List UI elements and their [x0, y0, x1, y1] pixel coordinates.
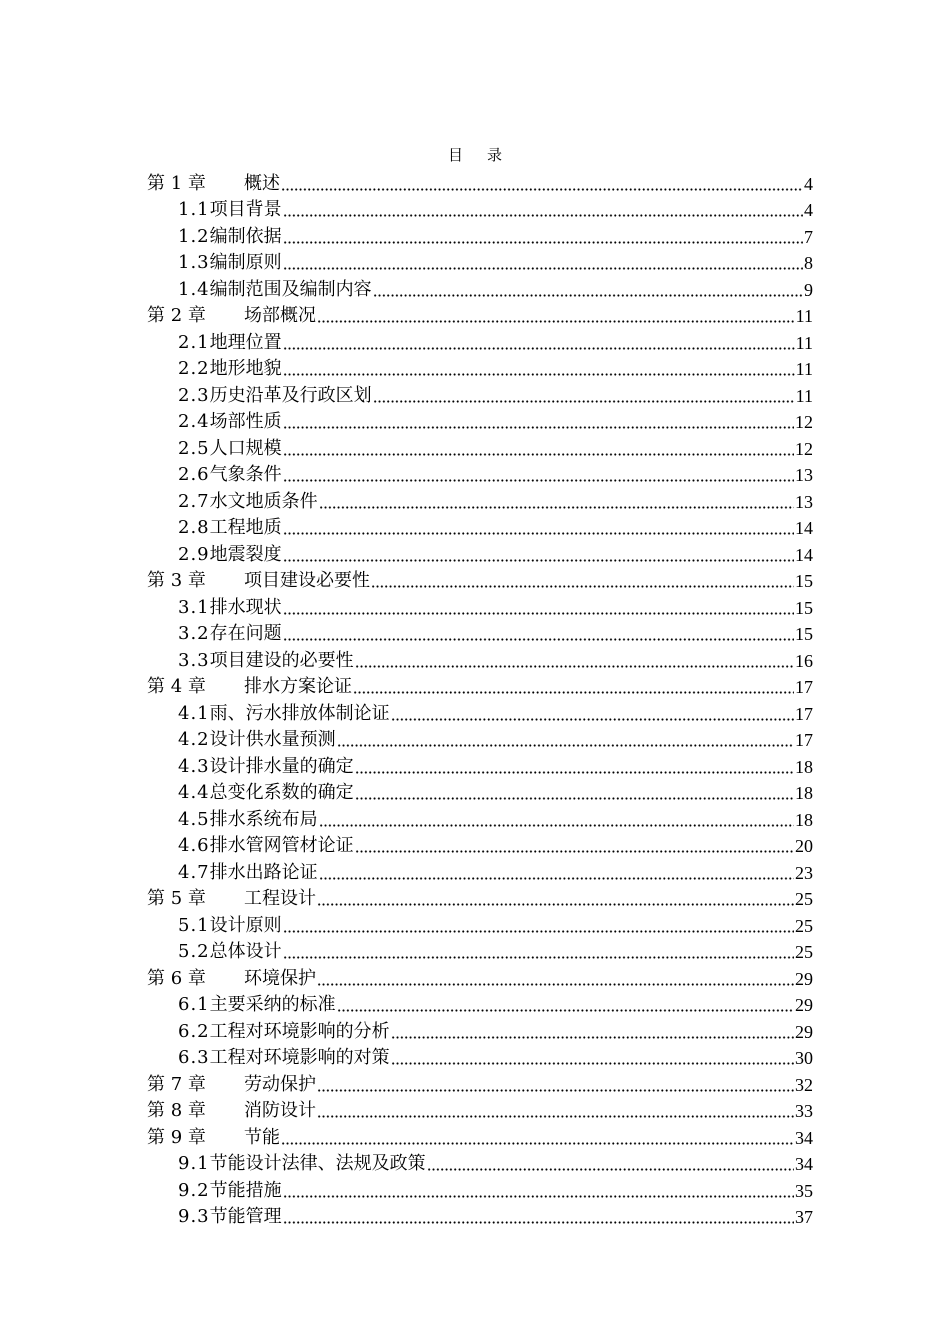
toc-entry-page-number: 15: [795, 571, 813, 591]
toc-entry-number: 第 8 章: [147, 1100, 206, 1121]
toc-entry-number: 4.4: [178, 782, 210, 803]
toc-entry-label: 消防设计: [244, 1100, 316, 1121]
toc-entry-number: 第 7 章: [147, 1073, 206, 1095]
toc-section-entry[interactable]: [147, 1202, 813, 1229]
toc-entry-label: 环境保护: [244, 967, 316, 989]
toc-entry-page-number: 18: [795, 783, 813, 803]
dot-leader: [283, 347, 795, 350]
toc-chapter-entry[interactable]: [147, 1069, 813, 1096]
toc-entry-number: 3.2: [178, 623, 210, 644]
toc-entry-label: 项目建设的必要性: [209, 649, 354, 671]
toc-entry-number: 4.5: [178, 808, 210, 830]
toc-entry-number: 6.3: [178, 1047, 210, 1068]
toc-entry-label: 排水出路论证: [209, 861, 318, 883]
toc-entry-page-number: 7: [804, 226, 813, 247]
toc-chapter-entry[interactable]: [147, 566, 813, 593]
toc-entry-page-number: 14: [795, 544, 813, 565]
toc-entry-number: 6.2: [178, 1020, 210, 1042]
toc-entry-number: 9.2: [178, 1179, 210, 1201]
dot-leader: [391, 1036, 794, 1039]
toc-entry-page-number: 4: [804, 200, 813, 220]
toc-entry-page-number: 12: [795, 412, 813, 432]
toc-section-entry[interactable]: [147, 804, 813, 831]
toc-entry-page-number: 37: [795, 1207, 813, 1227]
toc-entry-label: 项目建设必要性: [244, 570, 370, 591]
toc-section-entry[interactable]: [147, 698, 813, 725]
toc-entry-number: 1.4: [178, 278, 210, 300]
toc-entry-label: 排水方案论证: [244, 676, 352, 697]
toc-entry-label: 节能设计法律、法规及政策: [209, 1153, 426, 1174]
toc-entry-number: 4.3: [178, 755, 210, 777]
dot-leader: [319, 877, 794, 880]
toc-entry-number: 2.6: [178, 464, 210, 485]
toc-entry-label: 主要采纳的标准: [209, 994, 336, 1015]
toc-chapter-entry[interactable]: [147, 1122, 813, 1149]
toc-entry-label: 节能: [244, 1126, 280, 1148]
toc-section-entry[interactable]: [147, 619, 813, 646]
toc-entry-page-number: 29: [795, 995, 813, 1015]
toc-entry-page-number: 34: [795, 1127, 813, 1148]
toc-entry-label: 排水系统布局: [209, 808, 318, 830]
toc-section-entry[interactable]: [147, 1149, 813, 1176]
dot-leader: [317, 1115, 794, 1118]
dot-leader: [317, 983, 794, 986]
toc-entry-page-number: 11: [795, 332, 813, 353]
toc-entry-label: 工程地质: [209, 517, 282, 538]
toc-section-entry[interactable]: [147, 486, 813, 513]
toc-entry-label: 雨、污水排放体制论证: [209, 702, 390, 724]
toc-section-entry[interactable]: [147, 990, 813, 1017]
toc-entry-number: 1.2: [178, 225, 210, 247]
dot-leader: [337, 1009, 794, 1012]
toc-entry-number: 第 6 章: [147, 967, 206, 989]
toc-entry-page-number: 18: [795, 809, 813, 830]
dot-leader: [283, 453, 794, 456]
toc-entry-page-number: 25: [795, 889, 813, 909]
toc-entry-number: 4.2: [178, 729, 210, 750]
toc-entry-label: 气象条件: [209, 464, 282, 485]
toc-entry-page-number: 11: [795, 385, 813, 406]
toc-entry-label: 概述: [244, 172, 280, 194]
dot-leader: [391, 718, 794, 721]
toc-section-entry[interactable]: [147, 513, 813, 540]
dot-leader: [317, 320, 795, 323]
toc-entry-number: 4.6: [178, 835, 210, 856]
toc-entry-page-number: 17: [795, 730, 813, 750]
toc-entry-page-number: 25: [795, 942, 813, 962]
table-of-contents: [147, 168, 813, 1228]
toc-entry-label: 编制依据: [209, 225, 282, 247]
toc-section-entry[interactable]: [147, 539, 813, 566]
toc-section-entry[interactable]: [147, 937, 813, 964]
toc-entry-number: 2.7: [178, 490, 210, 512]
dot-leader: [281, 188, 803, 191]
toc-entry-number: 6.1: [178, 994, 210, 1015]
dot-leader: [283, 373, 795, 376]
dot-leader: [355, 665, 794, 668]
toc-entry-label: 历史沿革及行政区划: [209, 384, 372, 406]
toc-title-part2: 录: [487, 146, 503, 164]
dot-leader: [319, 824, 794, 827]
toc-chapter-entry[interactable]: [147, 672, 813, 699]
toc-section-entry[interactable]: [147, 831, 813, 858]
toc-section-entry[interactable]: [147, 407, 813, 434]
dot-leader: [391, 1062, 794, 1065]
dot-leader: [283, 1221, 794, 1224]
dot-leader: [283, 532, 794, 535]
dot-leader: [355, 850, 794, 853]
toc-title-part1: 目: [447, 146, 463, 164]
dot-leader: [371, 585, 794, 588]
toc-section-entry[interactable]: [147, 645, 813, 672]
toc-section-entry[interactable]: [147, 1043, 813, 1070]
toc-section-entry[interactable]: [147, 274, 813, 301]
toc-entry-number: 4.7: [178, 861, 210, 883]
toc-title: [0, 144, 950, 165]
toc-section-entry[interactable]: [147, 195, 813, 222]
toc-entry-page-number: 13: [795, 465, 813, 485]
toc-section-entry[interactable]: [147, 857, 813, 884]
dot-leader: [283, 267, 803, 270]
toc-entry-number: 2.9: [178, 543, 210, 565]
toc-entry-number: 第 4 章: [147, 676, 206, 697]
toc-entry-label: 场部概况: [244, 305, 316, 326]
toc-entry-number: 2.1: [178, 331, 210, 353]
toc-entry-number: 2.5: [178, 437, 210, 459]
dot-leader: [283, 426, 794, 429]
toc-section-entry[interactable]: [147, 751, 813, 778]
toc-section-entry[interactable]: [147, 1175, 813, 1202]
dot-leader: [283, 479, 794, 482]
toc-section-entry[interactable]: [147, 380, 813, 407]
toc-entry-page-number: 15: [795, 597, 813, 618]
dot-leader: [281, 1142, 794, 1145]
toc-entry-page-number: 12: [795, 438, 813, 459]
toc-entry-number: 第 2 章: [147, 305, 206, 326]
toc-entry-label: 编制范围及编制内容: [209, 278, 372, 300]
toc-section-entry[interactable]: [147, 433, 813, 460]
toc-section-entry[interactable]: [147, 910, 813, 937]
toc-entry-number: 2.4: [178, 411, 210, 432]
toc-entry-number: 2.2: [178, 358, 210, 379]
toc-entry-number: 2.3: [178, 384, 210, 406]
toc-entry-page-number: 33: [795, 1101, 813, 1121]
toc-entry-label: 节能管理: [209, 1206, 282, 1227]
toc-chapter-entry[interactable]: [147, 884, 813, 911]
dot-leader: [353, 691, 794, 694]
toc-section-entry[interactable]: [147, 354, 813, 381]
toc-entry-page-number: 9: [804, 279, 813, 300]
toc-entry-number: 4.1: [178, 702, 210, 724]
toc-entry-page-number: 34: [795, 1154, 813, 1174]
toc-entry-number: 第 3 章: [147, 570, 206, 591]
toc-section-entry[interactable]: [147, 221, 813, 248]
toc-entry-label: 场部性质: [209, 411, 282, 432]
toc-entry-label: 地形地貌: [209, 358, 282, 379]
dot-leader: [337, 744, 794, 747]
dot-leader: [373, 294, 803, 297]
toc-entry-label: 总体设计: [209, 941, 282, 962]
dot-leader: [319, 506, 794, 509]
toc-entry-label: 设计排水量的确定: [209, 755, 354, 777]
toc-entry-number: 2.8: [178, 517, 210, 538]
toc-section-entry[interactable]: [147, 327, 813, 354]
toc-entry-label: 节能措施: [209, 1179, 282, 1201]
dot-leader: [283, 241, 803, 244]
toc-chapter-entry[interactable]: [147, 1096, 813, 1123]
dot-leader: [283, 1195, 794, 1198]
toc-section-entry[interactable]: [147, 248, 813, 275]
toc-entry-page-number: 11: [795, 359, 813, 379]
toc-entry-page-number: 14: [795, 518, 813, 538]
toc-entry-page-number: 29: [795, 1021, 813, 1042]
toc-entry-page-number: 17: [795, 703, 813, 724]
toc-entry-page-number: 16: [795, 650, 813, 671]
dot-leader: [427, 1168, 794, 1171]
toc-section-entry[interactable]: [147, 592, 813, 619]
toc-entry-number: 3.3: [178, 649, 210, 671]
toc-entry-page-number: 8: [804, 253, 813, 273]
toc-entry-label: 项目背景: [209, 199, 282, 220]
toc-entry-page-number: 32: [795, 1074, 813, 1095]
toc-section-entry[interactable]: [147, 778, 813, 805]
dot-leader: [283, 930, 794, 933]
toc-entry-number: 第 9 章: [147, 1126, 206, 1148]
dot-leader: [317, 1089, 794, 1092]
toc-entry-label: 编制原则: [209, 252, 282, 273]
toc-entry-page-number: 13: [795, 491, 813, 512]
toc-chapter-entry[interactable]: [147, 168, 813, 195]
toc-section-entry[interactable]: [147, 1016, 813, 1043]
toc-entry-label: 存在问题: [209, 623, 282, 644]
toc-entry-page-number: 29: [795, 968, 813, 989]
toc-section-entry[interactable]: [147, 725, 813, 752]
toc-entry-number: 5.2: [178, 941, 210, 962]
toc-entry-label: 人口规模: [209, 437, 282, 459]
toc-entry-page-number: 17: [795, 677, 813, 697]
toc-entry-page-number: 11: [795, 306, 813, 326]
toc-entry-label: 排水现状: [209, 596, 282, 618]
toc-entry-label: 工程对环境影响的分析: [209, 1020, 390, 1042]
dot-leader: [283, 956, 794, 959]
toc-entry-number: 9.1: [178, 1153, 210, 1174]
toc-entry-number: 5.1: [178, 914, 210, 936]
toc-entry-label: 水文地质条件: [209, 490, 318, 512]
toc-entry-number: 1.1: [178, 199, 210, 220]
toc-entry-page-number: 18: [795, 756, 813, 777]
toc-entry-page-number: 15: [795, 624, 813, 644]
dot-leader: [283, 612, 794, 615]
toc-entry-label: 劳动保护: [244, 1073, 316, 1095]
toc-chapter-entry[interactable]: [147, 963, 813, 990]
toc-entry-page-number: 30: [795, 1048, 813, 1068]
toc-entry-number: 1.3: [178, 252, 210, 273]
dot-leader: [283, 214, 803, 217]
dot-leader: [355, 797, 794, 800]
toc-entry-label: 工程设计: [244, 888, 316, 909]
toc-entry-number: 3.1: [178, 596, 210, 618]
toc-entry-page-number: 25: [795, 915, 813, 936]
toc-entry-page-number: 20: [795, 836, 813, 856]
toc-entry-label: 排水管网管材论证: [209, 835, 354, 856]
toc-section-entry[interactable]: [147, 460, 813, 487]
toc-entry-page-number: 4: [804, 173, 813, 194]
toc-entry-number: 第 5 章: [147, 888, 206, 909]
toc-entry-label: 工程对环境影响的对策: [209, 1047, 390, 1068]
toc-entry-number: 9.3: [178, 1206, 210, 1227]
toc-entry-label: 地震裂度: [209, 543, 282, 565]
dot-leader: [373, 400, 795, 403]
dot-leader: [283, 559, 794, 562]
dot-leader: [355, 771, 794, 774]
toc-entry-number: 第 1 章: [147, 172, 206, 194]
toc-entry-page-number: 35: [795, 1180, 813, 1201]
toc-entry-label: 总变化系数的确定: [209, 782, 354, 803]
toc-entry-label: 设计原则: [209, 914, 282, 936]
toc-entry-label: 设计供水量预测: [209, 729, 336, 750]
dot-leader: [283, 638, 794, 641]
toc-entry-label: 地理位置: [209, 331, 282, 353]
dot-leader: [317, 903, 794, 906]
toc-chapter-entry[interactable]: [147, 301, 813, 328]
toc-entry-page-number: 23: [795, 862, 813, 883]
